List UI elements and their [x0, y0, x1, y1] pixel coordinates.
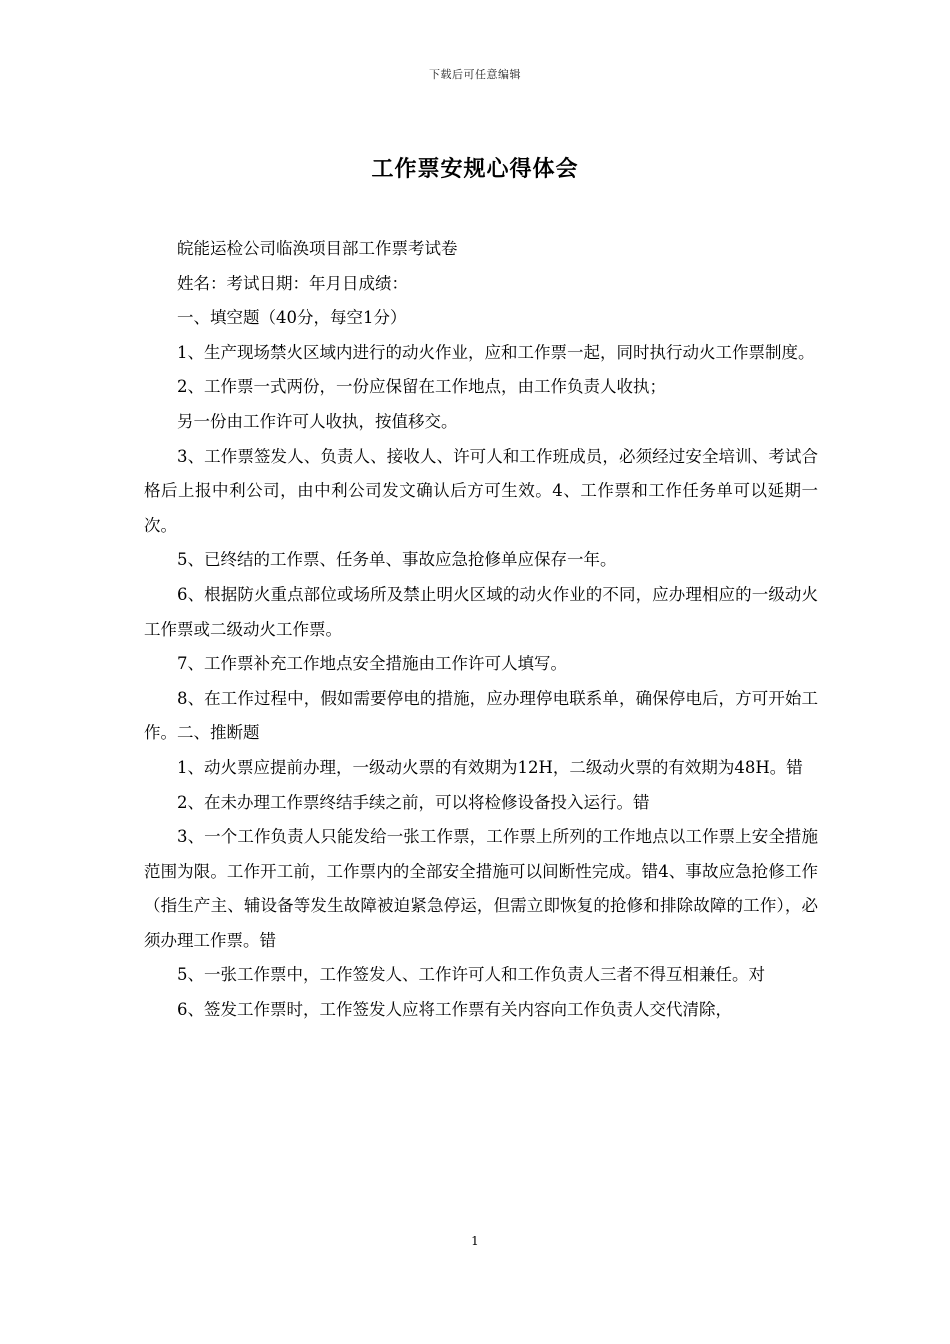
paragraph-item: 5、已终结的工作票、任务单、事故应急抢修单应保存一年。: [177, 550, 617, 570]
paragraph-item: 3、工作票签发人、负责人、接收人、许可人和工作班成员，必须经过安全培训、考试合格后上报中利公司，由中利公司发文确认后方可生效。4、工作票和工作任务单可以延期一次。: [144, 446, 818, 535]
paragraph-item: 1、动火票应提前办理，一级动火票的有效期为12H，二级动火票的有效期为48H。错: [177, 757, 803, 777]
page-number: 1: [471, 1234, 479, 1248]
page-header-note: 下载后可任意编辑: [429, 68, 521, 81]
paragraph-item: 3、一个工作负责人只能发给一张工作票，工作票上所列的工作地点以工作票上安全措施范围为限。工作开工前，工作票内的全部安全措施可以间断性完成。错4、事故应急抢修工作（指生产主、辅设备等发生故障被迫紧急停运，但需立即恢复的抢修和排除故障的工作），必须办理工作票。错: [144, 827, 818, 950]
paragraph-item: 另一份由工作许可人收执，按值移交。: [177, 411, 458, 431]
document-body: [144, 232, 818, 1028]
paragraph-item: 6、根据防火重点部位或场所及禁止明火区域的动火作业的不同，应办理相应的一级动火工作票或二级动火工作票。: [144, 584, 818, 639]
paragraph-exam-info: 姓名：考试日期：年月日成绩：: [177, 273, 408, 293]
paragraph-section-fill-in: 一、填空题（40分，每空1分）: [177, 308, 407, 328]
paragraph-item: 6、签发工作票时，工作签发人应将工作票有关内容向工作负责人交代清除，: [177, 1000, 732, 1020]
paragraph-item: 7、工作票补充工作地点安全措施由工作许可人填写。: [177, 654, 567, 674]
paragraph-item: 1、生产现场禁火区域内进行的动火作业，应和工作票一起，同时执行动火工作票制度。: [177, 342, 815, 362]
paragraph-item: 8、在工作过程中，假如需要停电的措施，应办理停电联系单，确保停电后，方可开始工作。二、推断题: [144, 688, 818, 743]
paragraph-item: 2、工作票一式两份，一份应保留在工作地点，由工作负责人收执；: [177, 377, 666, 397]
document-title: 工作票安规心得体会: [371, 156, 579, 182]
paragraph-exam-heading: 皖能运检公司临涣项目部工作票考试卷: [177, 239, 458, 258]
paragraph-item: 5、一张工作票中，工作签发人、工作许可人和工作负责人三者不得互相兼任。对: [177, 965, 765, 985]
paragraph-item: 2、在未办理工作票终结手续之前，可以将检修设备投入运行。错: [177, 792, 650, 812]
